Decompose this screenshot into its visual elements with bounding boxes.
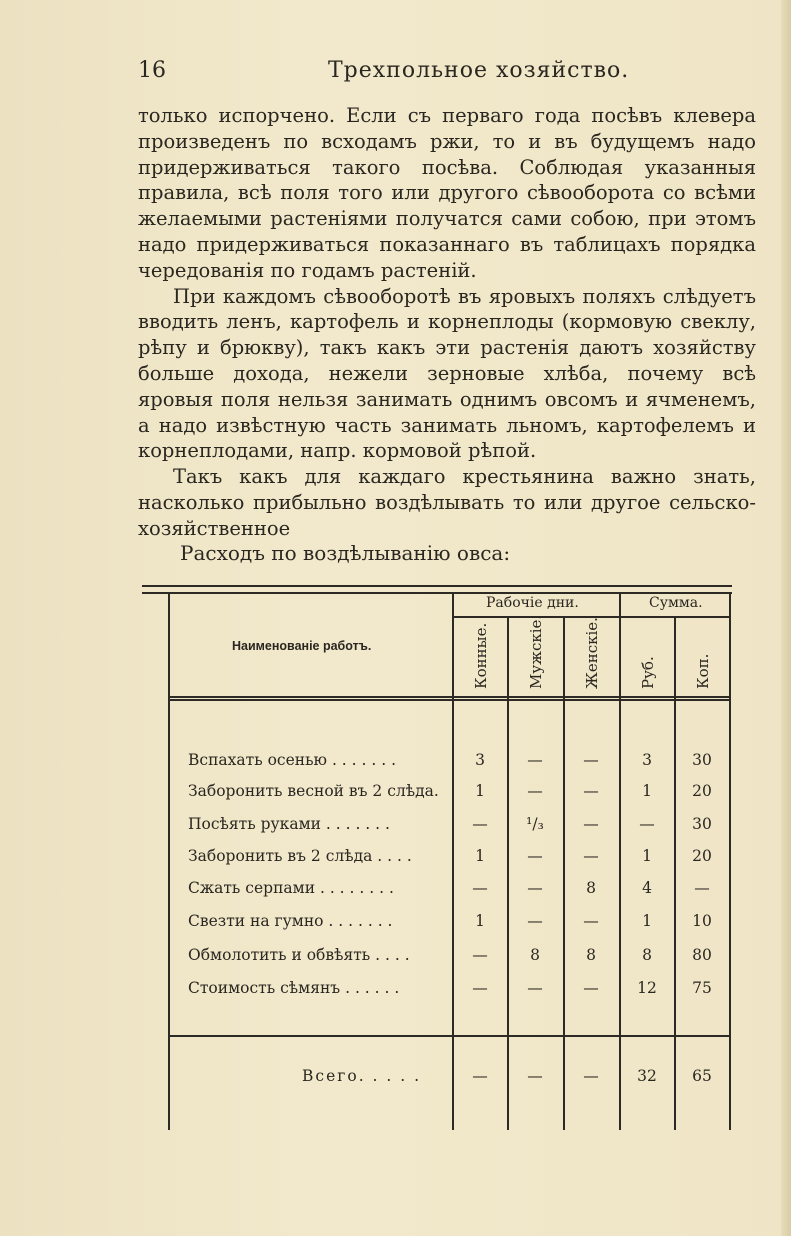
cell-horse: 1 xyxy=(475,912,485,930)
work-name: Обмолотить и обвѣять . . . . xyxy=(188,946,410,964)
cell-rubles: 8 xyxy=(642,946,652,964)
cell-horse: — xyxy=(472,946,488,964)
cell-kopecks: 75 xyxy=(692,979,712,997)
header-bottom-rule xyxy=(168,699,730,701)
body-text xyxy=(138,103,756,542)
cell-horse: — xyxy=(472,1067,488,1085)
table-top-rule xyxy=(142,585,732,587)
cell-rubles: 1 xyxy=(642,912,652,930)
cell-rubles: 1 xyxy=(642,847,652,865)
table-top-rule xyxy=(142,592,732,594)
cell-female: — xyxy=(583,815,599,833)
table-row xyxy=(142,912,732,936)
cell-male: — xyxy=(527,751,543,769)
paragraph: только испорчено. Если съ перваго года посѣвъ клевера произведенъ по всходамъ ржи, то и въ будущемъ надо придерживаться такого посѣва. Соблюдая указанныя правила, всѣ поля того или другого сѣвооборота со всѣми желаемыми растеніями получатся сами собою, при этомъ надо придерживаться показаннаго въ таблицахъ порядка чередованія по годамъ растеній. xyxy=(138,104,756,282)
table-row xyxy=(142,751,732,775)
table-row xyxy=(142,946,732,970)
subheader-female: Женскіе. xyxy=(583,617,601,689)
cell-rubles: 32 xyxy=(637,1067,657,1085)
cell-female: — xyxy=(583,979,599,997)
table-row xyxy=(142,979,732,1003)
cell-kopecks: 65 xyxy=(692,1067,712,1085)
cell-kopecks: 10 xyxy=(692,912,712,930)
subheader-horse: Конные. xyxy=(472,622,490,689)
cell-kopecks: 20 xyxy=(692,847,712,865)
column-divider xyxy=(563,617,565,1130)
cell-female: 8 xyxy=(586,879,596,897)
cell-horse: 1 xyxy=(475,847,485,865)
cell-kopecks: 30 xyxy=(692,751,712,769)
total-row xyxy=(142,1067,732,1091)
cell-male: — xyxy=(527,847,543,865)
group-header-sum: Сумма. xyxy=(649,595,703,611)
cell-horse: — xyxy=(472,979,488,997)
page-number: 16 xyxy=(138,58,166,83)
cell-male: 8 xyxy=(530,946,540,964)
table-caption: Расходъ по воздѣлыванію овса: xyxy=(180,541,511,565)
cell-kopecks: 30 xyxy=(692,815,712,833)
subheader-male: Мужскіе. xyxy=(527,614,545,689)
cell-male: — xyxy=(527,782,543,800)
cell-female: — xyxy=(583,847,599,865)
page-edge xyxy=(781,0,791,1236)
subheader-kopecks: Коп. xyxy=(694,653,712,689)
cell-kopecks: 80 xyxy=(692,946,712,964)
header-bottom-rule xyxy=(168,696,730,698)
work-name: Свезти на гумно . . . . . . . xyxy=(188,912,393,930)
total-rule xyxy=(168,1035,730,1037)
cell-male: — xyxy=(527,979,543,997)
cell-kopecks: 20 xyxy=(692,782,712,800)
cell-kopecks: — xyxy=(694,879,710,897)
cell-male: — xyxy=(527,1067,543,1085)
expense-table xyxy=(142,585,732,1130)
work-name: Посѣять руками . . . . . . . xyxy=(188,815,390,833)
cell-female: — xyxy=(583,1067,599,1085)
paragraph: При каждомъ сѣвооборотѣ въ яровыхъ поляхъ слѣдуетъ вводить ленъ, картофель и корнеплоды (кормовую свеклу, рѣпу и брюкву), такъ какъ эти растенія даютъ хозяйству больше дохода, нежели зерновые хлѣба, почему всѣ яровыя поля нельзя занимать однимъ овсомъ и ячменемъ, а надо извѣстную часть занимать льномъ, картофелемъ и корнеплодами, напр. кормовой рѣпой. xyxy=(138,284,756,463)
cell-horse: 1 xyxy=(475,782,485,800)
table-row xyxy=(142,879,732,903)
cell-female: — xyxy=(583,782,599,800)
cell-rubles: 12 xyxy=(637,979,657,997)
column-divider xyxy=(674,617,676,1130)
cell-horse: — xyxy=(472,815,488,833)
column-divider xyxy=(507,617,509,1130)
work-name: Заборонить въ 2 слѣда . . . . xyxy=(188,847,412,865)
work-name: Стоимость сѣмянъ . . . . . . xyxy=(188,979,400,997)
page-header xyxy=(138,58,758,88)
work-name: Сжать серпами . . . . . . . . xyxy=(188,879,394,897)
cell-female: — xyxy=(583,912,599,930)
work-name: Заборонить весной въ 2 слѣда. xyxy=(188,782,439,800)
subheader-rubles: Руб. xyxy=(639,656,657,689)
table-row xyxy=(142,847,732,871)
running-title: Трехпольное хозяйство. xyxy=(328,58,630,83)
cell-rubles: 3 xyxy=(642,751,652,769)
cell-rubles: 4 xyxy=(642,879,652,897)
cell-horse: — xyxy=(472,879,488,897)
cell-rubles: — xyxy=(639,815,655,833)
table-row xyxy=(142,782,732,806)
total-label: Всего. . . . . xyxy=(302,1067,422,1085)
column-title-works: Наименованіе работъ. xyxy=(232,639,372,653)
cell-female: 8 xyxy=(586,946,596,964)
cell-male: — xyxy=(527,879,543,897)
group-header-work-days: Рабочіе дни. xyxy=(486,595,579,611)
table-row xyxy=(142,815,732,839)
cell-male: ¹/₃ xyxy=(526,815,544,833)
cell-female: — xyxy=(583,751,599,769)
work-name: Вспахать осенью . . . . . . . xyxy=(188,751,396,769)
paragraph: Такъ какъ для каждаго крестьянина важно знать, насколько прибыльно воздѣлывать то или другое сельско-хозяйственное xyxy=(138,465,756,540)
cell-horse: 3 xyxy=(475,751,485,769)
cell-male: — xyxy=(527,912,543,930)
cell-rubles: 1 xyxy=(642,782,652,800)
